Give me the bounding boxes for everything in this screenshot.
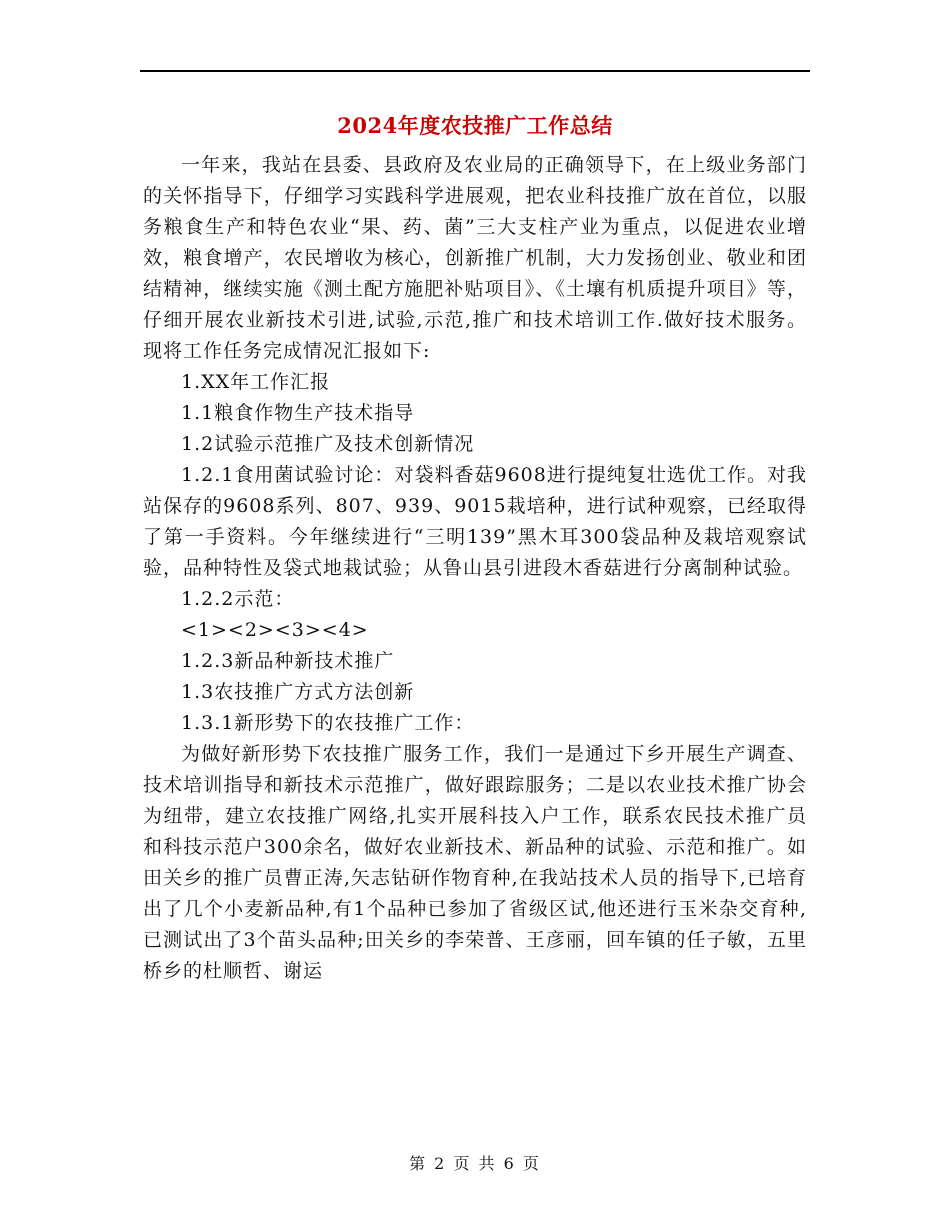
list-markers: <1><2><3><4> (181, 619, 369, 641)
section-heading-1-3: 1.3农技推广方式方法创新 (181, 681, 415, 703)
section-heading-1-2-3: 1.2.3新品种新技术推广 (181, 650, 395, 672)
section-heading-1-1: 1.1粮食作物生产技术指导 (181, 402, 415, 424)
document-title: 2024年度农技推广工作总结 (337, 113, 613, 138)
section-heading-1-2-2: 1.2.2示范： (181, 588, 295, 610)
intro-paragraph: 一年来，我站在县委、县政府及农业局的正确领导下，在上级业务部门的关怀指导下，仔细学习实践科学进展观，把农业科技推广放在首位，以服务粮食生产和特色农业“果、药、菌”三大支柱产业为重点，以促进农业增效，粮食增产，农民增收为核心，创新推广机制，大力发扬创业、敬业和团结精神，继续实施《测土配方施肥补贴项目》、《土壤有机质提升项目》等，仔细开展农业新技术引进,试验,示范,推广和技术培训工作.做好技术服务。现将工作任务完成情况汇报如下: (143, 154, 807, 362)
page-indicator: 第 2 页 共 6 页 (409, 1154, 541, 1173)
section-heading-1-2: 1.2试验示范推广及技术创新情况 (181, 433, 475, 455)
document-body (143, 150, 807, 987)
paragraph-1-3-1: 为做好新形势下农技推广服务工作，我们一是通过下乡开展生产调查、技术培训指导和新技术示范推广，做好跟踪服务；二是以农业技术推广协会为纽带，建立农技推广网络,扎实开展科技入户工作，联系农民技术推广员和科技示范户300余名，做好农业新技术、新品种的试验、示范和推广。如田关乡的推广员曹正涛,矢志钻研作物育种,在我站技术人员的指导下,已培育出了几个小麦新品种,有1个品种已参加了省级区试,他还进行玉米杂交育种,已测试出了3个苗头品种;田关乡的李荣普、王彦丽，回车镇的任子敏，五里桥乡的杜顺哲、谢运 (143, 743, 807, 982)
header-rule (140, 70, 810, 72)
section-heading-1-3-1: 1.3.1新形势下的农技推广工作： (181, 712, 475, 734)
section-heading-1: 1.XX年工作汇报 (181, 371, 331, 393)
paragraph-1-2-1: 1.2.1食用菌试验讨论：对袋料香菇9608进行提纯复壮选优工作。对我站保存的9608系列、807、939、9015栽培种，进行试种观察，已经取得了第一手资料。今年继续进行“三明139”黑木耳300袋品种及栽培观察试验，品种特性及袋式地栽试验；从鲁山县引进段木香菇进行分离制种试验。 (143, 464, 807, 579)
